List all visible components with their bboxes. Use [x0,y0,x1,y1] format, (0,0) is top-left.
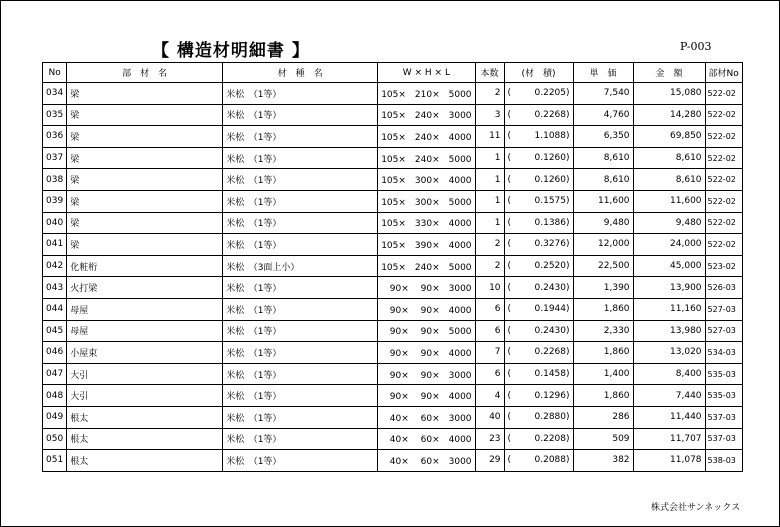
paren-open: ( [507,131,512,142]
unit-price-cell: 8,610 [573,169,633,191]
quantity-cell: 23 [475,428,504,450]
row-no-cell: 034 [43,83,67,105]
paren-open: ( [507,261,512,272]
volume-value: 0.2205) [534,88,570,99]
col-amount: 金 額 [633,63,705,83]
quantity-cell: 4 [475,385,504,407]
amount-cell: 11,160 [633,298,705,320]
volume-value: 0.2430) [534,325,570,336]
table-row [43,320,743,342]
paren-open: ( [507,217,512,228]
table-row [43,428,743,450]
volume-cell [504,428,573,450]
volume-value: 0.2088) [534,455,570,466]
volume-cell [504,342,573,364]
member-no-cell: 522-02 [705,169,742,191]
grade-cell: 米松 （3面上小） [223,255,378,277]
unit-price-cell: 4,760 [573,104,633,126]
unit-price-cell: 286 [573,406,633,428]
col-member-no: 部材No [705,63,742,83]
member-no-cell: 537-03 [705,428,742,450]
volume-cell [504,298,573,320]
member-no-cell: 522-02 [705,234,742,256]
row-no-cell: 044 [43,298,67,320]
unit-price-cell: 1,860 [573,298,633,320]
volume-value: 0.2268) [534,109,570,120]
amount-cell: 24,000 [633,234,705,256]
col-volume: (材 積) [504,63,573,83]
volume-cell [504,450,573,472]
row-no-cell: 041 [43,234,67,256]
grade-cell: 米松 （1等） [223,234,378,256]
member-name-cell: 梁 [67,104,223,126]
paren-open: ( [507,455,512,466]
unit-price-cell: 382 [573,450,633,472]
volume-cell [504,320,573,342]
table-row [43,342,743,364]
unit-price-cell: 8,610 [573,147,633,169]
row-no-cell: 042 [43,255,67,277]
row-no-cell: 036 [43,126,67,148]
quantity-cell: 1 [475,147,504,169]
amount-cell: 11,078 [633,450,705,472]
unit-price-cell: 509 [573,428,633,450]
volume-value: 0.1944) [534,304,570,315]
row-no-cell: 038 [43,169,67,191]
col-unit-price: 単 価 [573,63,633,83]
paren-open: ( [507,88,512,99]
amount-cell: 69,850 [633,126,705,148]
quantity-cell: 11 [475,126,504,148]
amount-cell: 13,980 [633,320,705,342]
table-row [43,234,743,256]
member-no-cell: 535-03 [705,385,742,407]
grade-cell: 米松 （1等） [223,363,378,385]
member-no-cell: 527-03 [705,320,742,342]
quantity-cell: 6 [475,298,504,320]
volume-value: 0.1458) [534,369,570,380]
volume-cell [504,406,573,428]
member-name-cell: 大引 [67,363,223,385]
volume-cell [504,126,573,148]
volume-value: 0.1575) [534,196,570,207]
table-row [43,277,743,299]
member-no-cell: 522-02 [705,83,742,105]
volume-value: 0.2430) [534,282,570,293]
dimensions-cell: 90× 90× 4000 [378,298,475,320]
volume-cell [504,255,573,277]
amount-cell: 14,280 [633,104,705,126]
member-no-cell: 522-02 [705,126,742,148]
paren-open: ( [507,347,512,358]
volume-cell [504,212,573,234]
member-name-cell: 母屋 [67,298,223,320]
paren-open: ( [507,304,512,315]
unit-price-cell: 7,540 [573,83,633,105]
paren-open: ( [507,412,512,423]
member-no-cell: 537-03 [705,406,742,428]
quantity-cell: 7 [475,342,504,364]
grade-cell: 米松 （1等） [223,450,378,472]
dimensions-cell: 105× 240× 3000 [378,104,475,126]
paren-open: ( [507,369,512,380]
quantity-cell: 29 [475,450,504,472]
amount-cell: 9,480 [633,212,705,234]
dimensions-cell: 105× 240× 5000 [378,147,475,169]
dimensions-cell: 90× 90× 4000 [378,342,475,364]
member-name-cell: 梁 [67,234,223,256]
table-row [43,104,743,126]
unit-price-cell: 1,860 [573,342,633,364]
grade-cell: 米松 （1等） [223,169,378,191]
table-header-row [43,63,743,83]
quantity-cell: 2 [475,83,504,105]
grade-cell: 米松 （1等） [223,104,378,126]
grade-cell: 米松 （1等） [223,298,378,320]
dimensions-cell: 90× 90× 3000 [378,277,475,299]
paren-open: ( [507,153,512,164]
amount-cell: 7,440 [633,385,705,407]
dimensions-cell: 90× 90× 5000 [378,320,475,342]
amount-cell: 11,600 [633,190,705,212]
amount-cell: 11,707 [633,428,705,450]
grade-cell: 米松 （1等） [223,126,378,148]
paren-open: ( [507,390,512,401]
row-no-cell: 035 [43,104,67,126]
member-name-cell: 根太 [67,450,223,472]
col-grade: 材 種 名 [223,63,378,83]
volume-value: 0.2268) [534,347,570,358]
member-name-cell: 根太 [67,428,223,450]
grade-cell: 米松 （1等） [223,406,378,428]
member-no-cell: 522-02 [705,190,742,212]
grade-cell: 米松 （1等） [223,277,378,299]
amount-cell: 15,080 [633,83,705,105]
materials-table [42,62,743,472]
amount-cell: 45,000 [633,255,705,277]
member-name-cell: 化粧桁 [67,255,223,277]
member-name-cell: 大引 [67,385,223,407]
volume-value: 0.1260) [534,153,570,164]
quantity-cell: 40 [475,406,504,428]
amount-cell: 13,020 [633,342,705,364]
paren-open: ( [507,325,512,336]
member-name-cell: 梁 [67,83,223,105]
table-row [43,298,743,320]
table-row [43,169,743,191]
grade-cell: 米松 （1等） [223,428,378,450]
grade-cell: 米松 （1等） [223,385,378,407]
member-name-cell: 小屋束 [67,342,223,364]
quantity-cell: 10 [475,277,504,299]
member-no-cell: 535-03 [705,363,742,385]
table-row [43,255,743,277]
page-number: P-003 [680,40,712,53]
volume-value: 1.1088) [534,131,570,142]
volume-cell [504,190,573,212]
paren-open: ( [507,174,512,185]
member-name-cell: 梁 [67,212,223,234]
unit-price-cell: 11,600 [573,190,633,212]
dimensions-cell: 90× 90× 4000 [378,385,475,407]
member-no-cell: 526-03 [705,277,742,299]
amount-cell: 11,440 [633,406,705,428]
dimensions-cell: 105× 240× 4000 [378,126,475,148]
amount-cell: 8,610 [633,169,705,191]
member-name-cell: 根太 [67,406,223,428]
grade-cell: 米松 （1等） [223,83,378,105]
volume-value: 0.1260) [534,174,570,185]
dimensions-cell: 105× 300× 4000 [378,169,475,191]
member-no-cell: 534-03 [705,342,742,364]
table-row [43,147,743,169]
table-row [43,385,743,407]
table-row [43,406,743,428]
unit-price-cell: 1,400 [573,363,633,385]
unit-price-cell: 22,500 [573,255,633,277]
volume-value: 0.2880) [534,412,570,423]
quantity-cell: 2 [475,255,504,277]
dimensions-cell: 105× 240× 5000 [378,255,475,277]
member-no-cell: 523-02 [705,255,742,277]
row-no-cell: 046 [43,342,67,364]
document-title: 【 構造材明細書 】 [152,41,310,61]
volume-cell [504,234,573,256]
volume-value: 0.1296) [534,390,570,401]
row-no-cell: 045 [43,320,67,342]
paren-open: ( [507,239,512,250]
dimensions-cell: 40× 60× 3000 [378,450,475,472]
paren-open: ( [507,282,512,293]
row-no-cell: 039 [43,190,67,212]
quantity-cell: 1 [475,212,504,234]
paren-open: ( [507,196,512,207]
member-no-cell: 522-02 [705,147,742,169]
row-no-cell: 040 [43,212,67,234]
volume-value: 0.3276) [534,239,570,250]
table-row [43,83,743,105]
grade-cell: 米松 （1等） [223,190,378,212]
volume-cell [504,147,573,169]
dimensions-cell: 40× 60× 3000 [378,406,475,428]
grade-cell: 米松 （1等） [223,320,378,342]
row-no-cell: 037 [43,147,67,169]
col-member-name: 部 材 名 [67,63,223,83]
unit-price-cell: 2,330 [573,320,633,342]
paren-open: ( [507,433,512,444]
volume-cell [504,277,573,299]
member-no-cell: 538-03 [705,450,742,472]
table-row [43,363,743,385]
volume-value: 0.2520) [534,261,570,272]
amount-cell: 8,400 [633,363,705,385]
grade-cell: 米松 （1等） [223,147,378,169]
unit-price-cell: 9,480 [573,212,633,234]
member-no-cell: 527-03 [705,298,742,320]
company-name: 株式会社サンネックス [651,503,741,513]
volume-cell [504,169,573,191]
unit-price-cell: 6,350 [573,126,633,148]
row-no-cell: 049 [43,406,67,428]
volume-cell [504,83,573,105]
grade-cell: 米松 （1等） [223,212,378,234]
member-name-cell: 母屋 [67,320,223,342]
quantity-cell: 6 [475,320,504,342]
amount-cell: 13,900 [633,277,705,299]
member-no-cell: 522-02 [705,104,742,126]
dimensions-cell: 105× 390× 4000 [378,234,475,256]
member-name-cell: 梁 [67,126,223,148]
member-name-cell: 梁 [67,147,223,169]
table-row [43,190,743,212]
table-row [43,212,743,234]
paren-open: ( [507,109,512,120]
table-row [43,126,743,148]
quantity-cell: 1 [475,190,504,212]
col-no: No [43,63,67,83]
row-no-cell: 051 [43,450,67,472]
row-no-cell: 047 [43,363,67,385]
unit-price-cell: 1,860 [573,385,633,407]
unit-price-cell: 12,000 [573,234,633,256]
row-no-cell: 050 [43,428,67,450]
quantity-cell: 2 [475,234,504,256]
dimensions-cell: 40× 60× 4000 [378,428,475,450]
quantity-cell: 3 [475,104,504,126]
volume-value: 0.1386) [534,217,570,228]
table-row [43,450,743,472]
col-dimensions: W × H × L [378,63,475,83]
dimensions-cell: 105× 300× 5000 [378,190,475,212]
unit-price-cell: 1,390 [573,277,633,299]
dimensions-cell: 90× 90× 3000 [378,363,475,385]
volume-cell [504,363,573,385]
grade-cell: 米松 （1等） [223,342,378,364]
row-no-cell: 043 [43,277,67,299]
volume-value: 0.2208) [534,433,570,444]
amount-cell: 8,610 [633,147,705,169]
row-no-cell: 048 [43,385,67,407]
member-no-cell: 522-02 [705,212,742,234]
volume-cell [504,104,573,126]
quantity-cell: 1 [475,169,504,191]
quantity-cell: 6 [475,363,504,385]
dimensions-cell: 105× 330× 4000 [378,212,475,234]
dimensions-cell: 105× 210× 5000 [378,83,475,105]
member-name-cell: 火打梁 [67,277,223,299]
member-name-cell: 梁 [67,190,223,212]
col-quantity: 本数 [475,63,504,83]
volume-cell [504,385,573,407]
member-name-cell: 梁 [67,169,223,191]
